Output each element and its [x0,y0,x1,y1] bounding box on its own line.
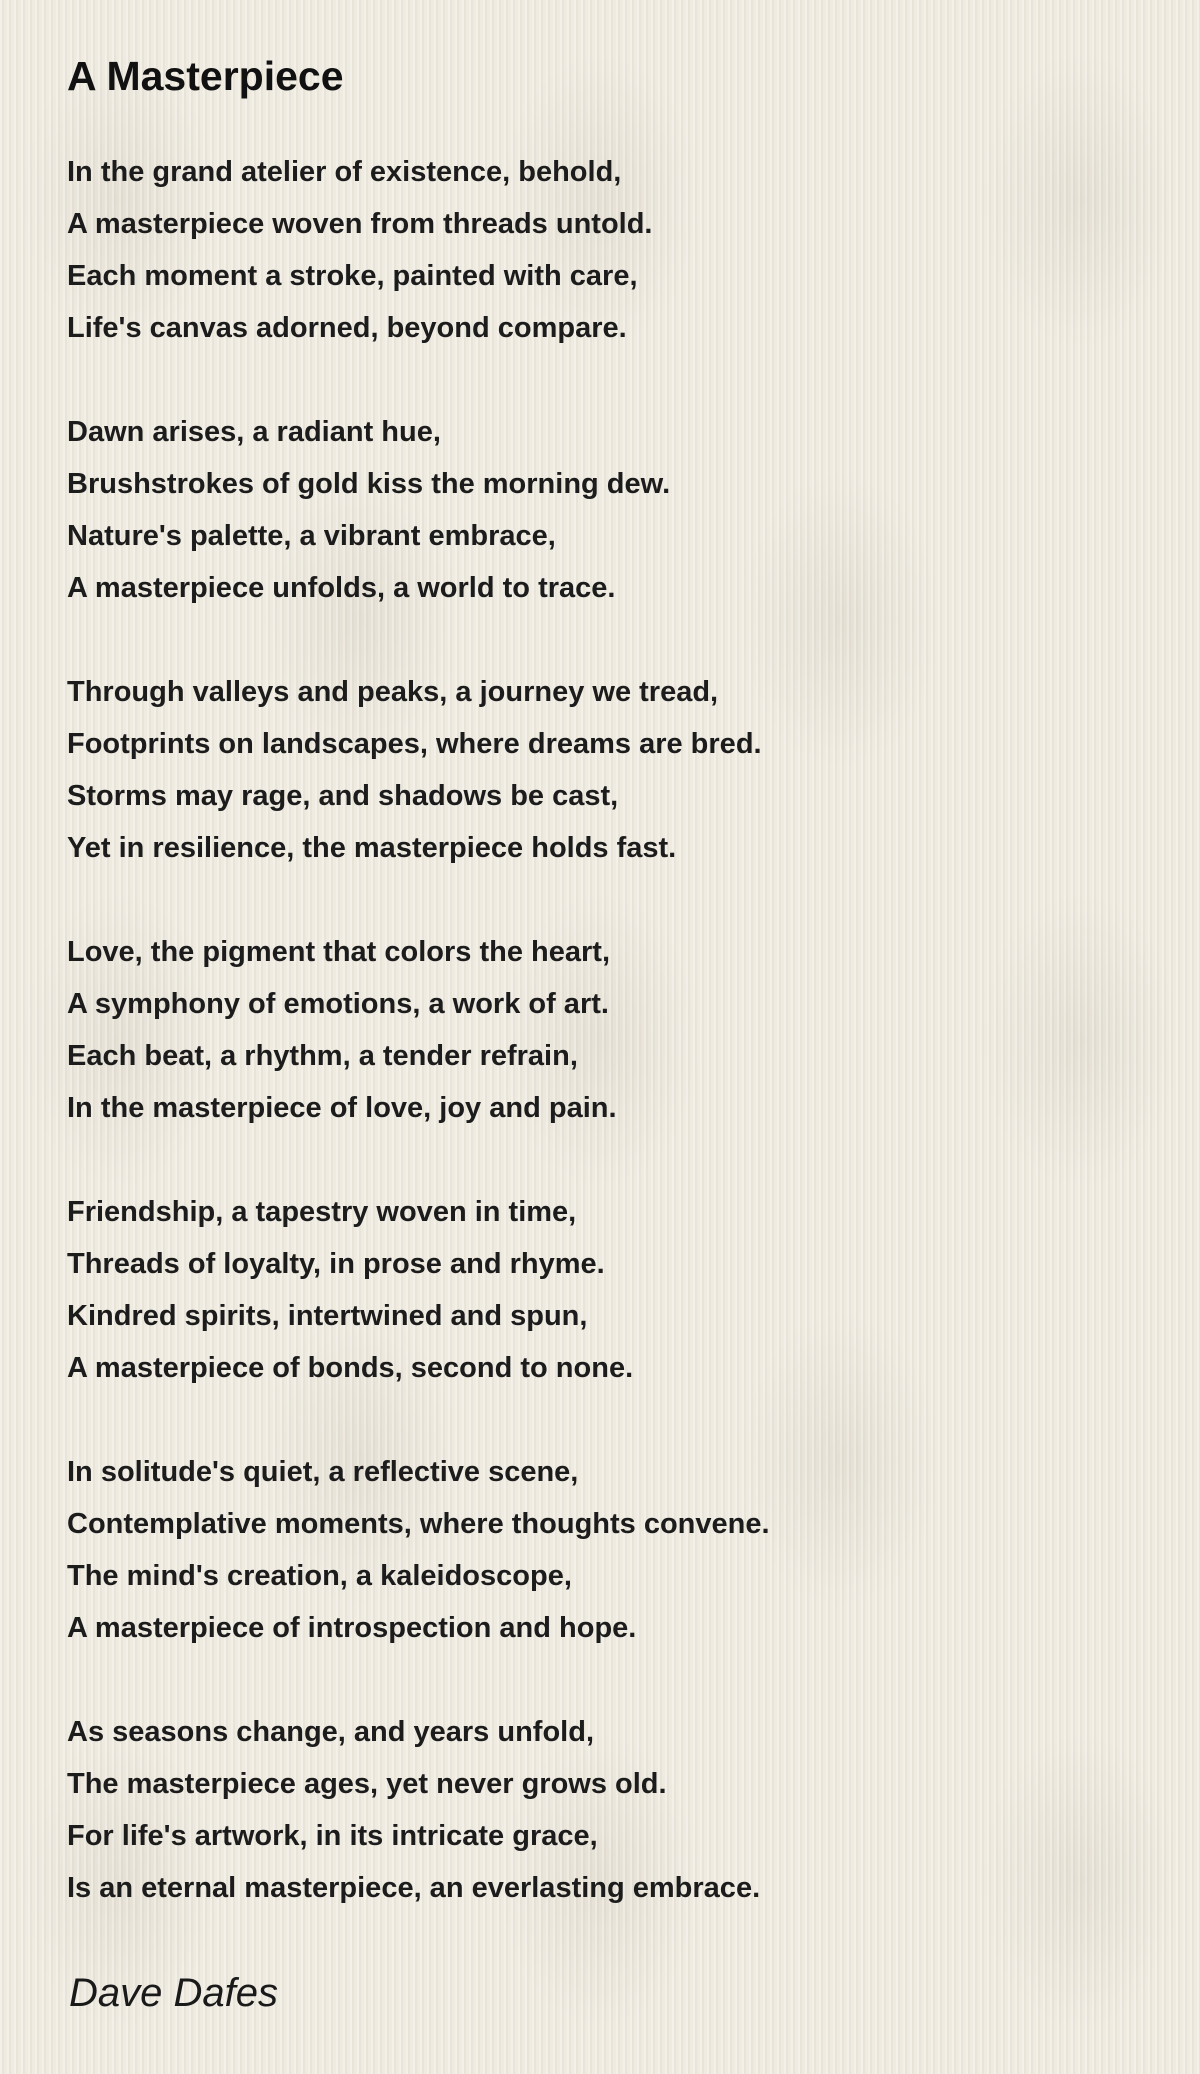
poem-line: Brushstrokes of gold kiss the morning dew. [67,468,671,500]
poem-line: Threads of loyalty, in prose and rhyme. [67,1248,605,1280]
poem-line: Footprints on landscapes, where dreams are bred. [67,728,762,760]
poem-line: Nature's palette, a vibrant embrace, [67,520,556,552]
stanza-1 [67,146,1147,354]
poem-line: Each moment a stroke, painted with care, [67,260,638,292]
poem-line: In solitude's quiet, a reflective scene, [67,1456,579,1488]
poem-line: A masterpiece unfolds, a world to trace. [67,572,616,604]
poem-line: Through valleys and peaks, a journey we tread, [67,676,719,708]
stanza-7 [67,1706,1147,1914]
poem-line: For life's artwork, in its intricate grace, [67,1820,598,1852]
poem-line: Friendship, a tapestry woven in time, [67,1196,577,1228]
poem-line: Life's canvas adorned, beyond compare. [67,312,627,344]
poem-line: A masterpiece of bonds, second to none. [67,1352,634,1384]
stanza-6 [67,1446,1147,1654]
poem-title: A Masterpiece [67,53,344,99]
poem-author: Dave Dafes [69,1971,278,2015]
poem-line: The masterpiece ages, yet never grows old. [67,1768,667,1800]
poem-line: Contemplative moments, where thoughts convene. [67,1508,770,1540]
poem-line: In the masterpiece of love, joy and pain. [67,1092,617,1124]
poem-line: A masterpiece woven from threads untold. [67,208,653,240]
poem-body [67,146,1147,1966]
poem-line: In the grand atelier of existence, behold, [67,156,622,188]
poem-line: Is an eternal masterpiece, an everlasting embrace. [67,1872,761,1904]
poem-line: Yet in resilience, the masterpiece holds fast. [67,832,677,864]
poem-line: Dawn arises, a radiant hue, [67,416,441,448]
poem-line: Storms may rage, and shadows be cast, [67,780,619,812]
poem-page [67,48,1147,2015]
poem-line: As seasons change, and years unfold, [67,1716,594,1748]
poem-line: Kindred spirits, intertwined and spun, [67,1300,588,1332]
stanza-4 [67,926,1147,1134]
stanza-5 [67,1186,1147,1394]
poem-line: A symphony of emotions, a work of art. [67,988,609,1020]
poem-line: Each beat, a rhythm, a tender refrain, [67,1040,578,1072]
poem-line: Love, the pigment that colors the heart, [67,936,611,968]
poem-line: A masterpiece of introspection and hope. [67,1612,637,1644]
poem-line: The mind's creation, a kaleidoscope, [67,1560,572,1592]
stanza-2 [67,406,1147,614]
stanza-3 [67,666,1147,874]
